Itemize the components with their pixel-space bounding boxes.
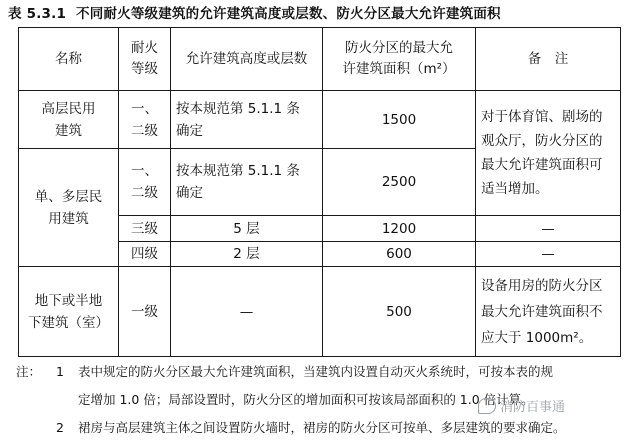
header-area: 防火分区的最大允 许建筑面积（m²） [323, 28, 476, 91]
height-cell: 按本规范第 5.1.1 条 确定 [171, 149, 323, 216]
header-remark: 备 注 [476, 28, 621, 91]
grade-cell: 一级 [119, 267, 171, 357]
table-header-row [19, 28, 621, 91]
height-cell: — [171, 267, 323, 357]
table-caption: 不同耐火等级建筑的允许建筑高度或层数、防火分区最大允许建筑面积 [76, 6, 501, 22]
remark-cell-stadium: 对于体育馆、剧场的 观众厅，防火分区的 最大允许建筑面积可 适当增加。 [476, 91, 621, 216]
grade-cell: 四级 [119, 242, 171, 267]
remark-cell: — [476, 216, 621, 242]
area-cell: 500 [323, 267, 476, 357]
header-name: 名称 [19, 28, 119, 91]
height-cell: 2 层 [171, 242, 323, 267]
fire-compartment-table [18, 27, 621, 357]
table-row [19, 267, 621, 357]
area-cell: 2500 [323, 149, 476, 216]
area-cell: 600 [323, 242, 476, 267]
watermark-text: 消防百事通 [500, 400, 566, 415]
notes-label: 注： [16, 364, 42, 379]
header-fire-rating: 耐火 等级 [119, 28, 171, 91]
table-row [19, 91, 621, 149]
height-cell: 5 层 [171, 216, 323, 242]
area-cell: 1500 [323, 91, 476, 149]
note-item-continuation: 定增加 1.0 倍；局部设置时，防火分区的增加面积可按该局部面积的 1.0 倍计算。 [78, 392, 534, 407]
area-cell: 1200 [323, 216, 476, 242]
grade-cell: 一、 二级 [119, 149, 171, 216]
group-name-highrise: 高层民用 建筑 [19, 91, 119, 149]
grade-cell: 一、 二级 [119, 91, 171, 149]
note-item: 2 裙房与高层建筑主体之间设置防火墙时，裙房的防火分区可按单、多层建筑的要求确定。 [56, 420, 566, 435]
wechat-bubble-icon [478, 398, 496, 414]
height-cell: 按本规范第 5.1.1 条 确定 [171, 91, 323, 149]
remark-cell-equipment: 设备用房的防火分区 最大允许建筑面积不 应大于 1000m²。 [476, 267, 621, 357]
table-number: 表 5.3.1 [8, 6, 67, 22]
group-name-underground: 地下或半地 下建筑（室） [19, 267, 119, 357]
note-item: 注： 1 表中规定的防火分区最大允许建筑面积，当建筑内设置自动灭火系统时，可按本表的规 [16, 358, 626, 386]
header-height: 允许建筑高度或层数 [171, 28, 323, 91]
grade-cell: 三级 [119, 216, 171, 242]
group-name-lowrise: 单、多层民 用建筑 [19, 149, 119, 267]
remark-cell: — [476, 242, 621, 267]
table-title [0, 2, 640, 22]
watermark [478, 396, 565, 415]
